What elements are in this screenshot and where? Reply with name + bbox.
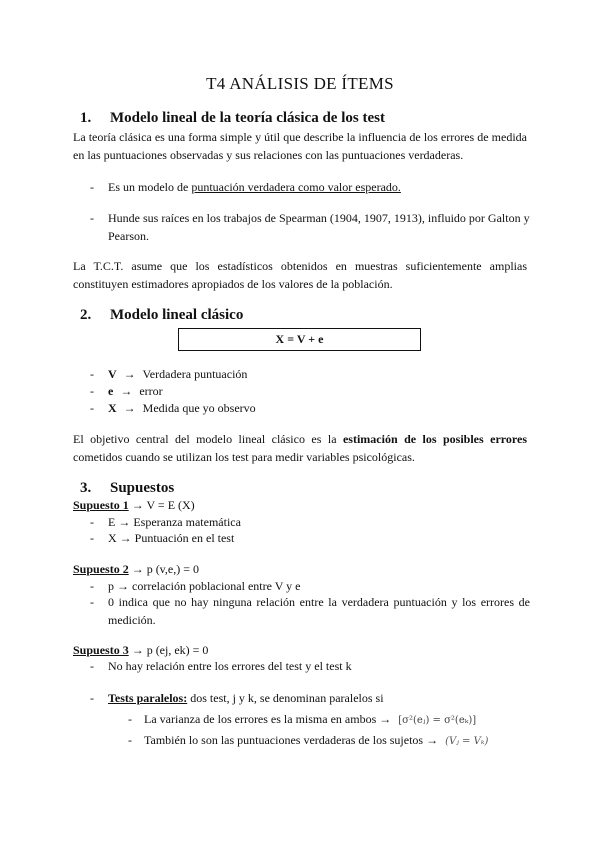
sub-2-formula: (Vⱼ = Vₖ) [445, 736, 489, 747]
definition-v-meaning: Verdadera puntuación [142, 367, 248, 381]
bullet-1-underlined: puntuación verdadera como valor esperado. [191, 180, 401, 194]
supuesto-1-formula: → V = E (X) [128, 498, 195, 512]
supuesto-3-item-1-text: No hay relación entre los errores del test y el test k [108, 659, 352, 673]
supuesto-2-item-2-text: 0 indica que no hay ninguna relación entre la verdadera puntuación y los errores de medición. [108, 595, 530, 627]
section-3-heading [80, 480, 174, 497]
section-1-number: 1. [80, 110, 92, 126]
definition-v-arrow: → [123, 367, 136, 381]
tests-paralelos-text: dos test, j y k, se denominan paralelos si [187, 691, 384, 705]
section-1-bullet-1: - Es un modelo de puntuación verdadera como valor esperado. [90, 180, 401, 194]
supuesto-2 [73, 561, 473, 579]
document-title: T4 ANÁLISIS DE ÍTEMS [206, 74, 394, 93]
definition-v-symbol: V [108, 367, 117, 381]
definition-e: - e → error [90, 384, 163, 398]
definition-x-meaning: Medida que yo observo [142, 401, 256, 415]
definition-e-arrow: → [120, 384, 133, 398]
supuesto-1-label: Supuesto 1 [73, 498, 129, 512]
tests-paralelos-sub-1: - La varianza de los errores es la misma en ambos → [σ²(eⱼ) = σ²(eₖ)] [128, 712, 477, 726]
supuesto-2-formula: → p (v,e,) = 0 [128, 562, 199, 576]
objective-prefix: El objetivo central del modelo lineal clásico es la [73, 432, 343, 446]
supuesto-1-item-2: - X → Puntuación en el test [90, 531, 235, 545]
tests-paralelos: - Tests paralelos: dos test, j y k, se denominan paralelos si [90, 691, 384, 705]
supuesto-2-item-2: - 0 indica que no hay ninguna relación entre la verdadera puntuación y los errores de medición. [90, 594, 530, 629]
bullet-2-text: Hunde sus raíces en los trabajos de Spearman (1904, 1907, 1913), influido por Galton y Pearson. [108, 211, 530, 243]
supuesto-1 [73, 497, 473, 515]
sub-1-formula: [σ²(eⱼ) = σ²(eₖ)] [398, 715, 477, 726]
section-2-number: 2. [80, 307, 92, 323]
section-1-intro: La teoría clásica es una forma simple y útil que describe la influencia de los errores de medida en las puntuaciones observadas y sus relaciones con las puntuaciones verdaderas. [73, 130, 527, 162]
section-2-objective [73, 431, 527, 466]
supuesto-1-item-1: - E → Esperanza matemática [90, 515, 241, 529]
supuesto-3-formula: → p (ej, ek) = 0 [128, 643, 209, 657]
section-2-title: Modelo lineal clásico [110, 307, 244, 323]
section-3-number: 3. [80, 480, 92, 496]
definition-x-symbol: X [108, 401, 117, 415]
definition-v: - V → Verdadera puntuación [90, 367, 248, 381]
formula-box: X = V + e [178, 328, 421, 351]
section-2-heading [80, 307, 243, 324]
definition-x-arrow: → [123, 401, 136, 415]
definition-e-meaning: error [139, 384, 163, 398]
supuesto-3-item-1: - No hay relación entre los errores del test y el test k [90, 659, 352, 673]
objective-bold: estimación de los posibles errores [342, 432, 527, 446]
definition-x: - X → Medida que yo observo [90, 401, 256, 415]
supuesto-2-label: Supuesto 2 [73, 562, 129, 576]
sub-2-text: También lo son las puntuaciones verdaderas de los sujetos → [144, 733, 439, 747]
section-1-closing: La T.C.T. asume que los estadísticos obtenidos en muestras suficientemente amplias constituyen estimadores apropiados de los valores de la población. [73, 259, 527, 291]
section-1-bullet-2: - Hunde sus raíces en los trabajos de Spearman (1904, 1907, 1913), influido por Galton y Pearson. [90, 210, 530, 245]
sub-1-text: La varianza de los errores es la misma en ambos → [144, 712, 392, 726]
supuesto-2-item-1: - p → correlación poblacional entre V y e [90, 579, 301, 593]
bullet-1-prefix: Es un modelo de [108, 180, 192, 194]
section-1-title: Modelo lineal de la teoría clásica de los test [110, 110, 385, 126]
supuesto-3-label: Supuesto 3 [73, 643, 129, 657]
section-3-title: Supuestos [110, 480, 175, 496]
supuesto-1-item-2-text: X → Puntuación en el test [108, 531, 235, 545]
tests-paralelos-sub-2: - También lo son las puntuaciones verdaderas de los sujetos → (Vⱼ = Vₖ) [128, 733, 489, 747]
supuesto-2-item-1-text: p → correlación poblacional entre V y e [108, 579, 301, 593]
definition-e-symbol: e [108, 384, 114, 398]
objective-suffix: cometidos cuando se utilizan los test para medir variables psicológicas. [73, 449, 415, 464]
supuesto-3 [73, 642, 473, 660]
supuesto-1-item-1-text: E → Esperanza matemática [108, 515, 241, 529]
section-1-heading [80, 110, 385, 127]
tests-paralelos-label: Tests paralelos: [108, 691, 188, 705]
